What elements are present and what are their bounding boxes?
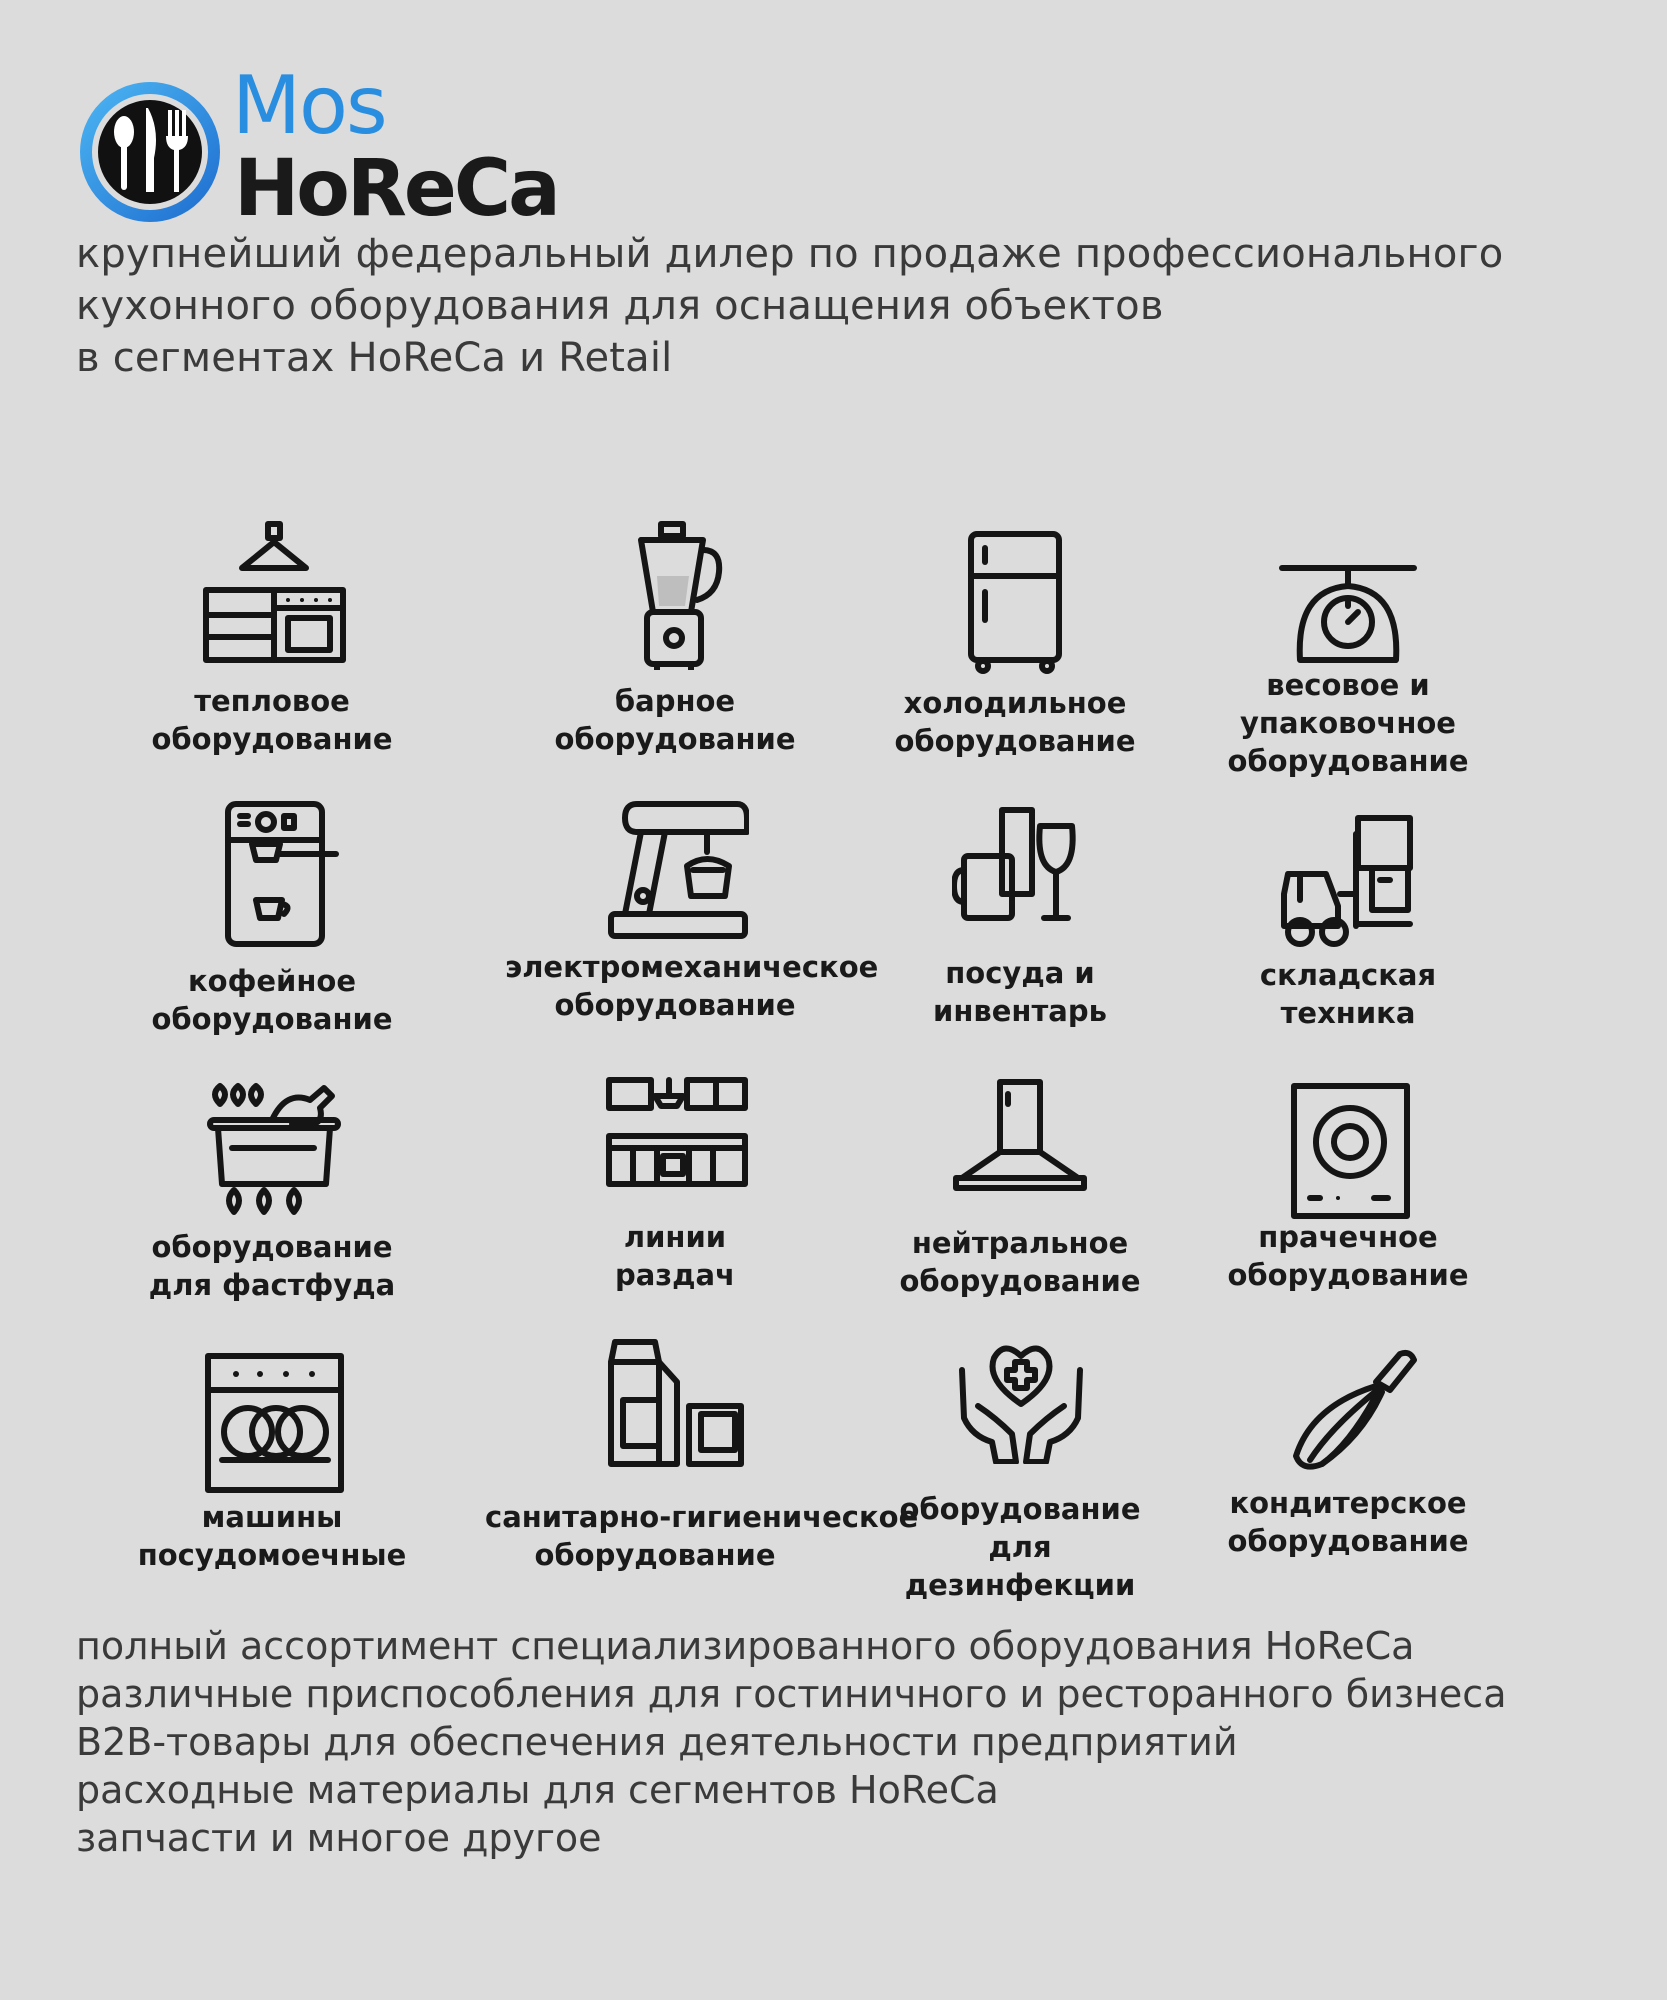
category-label: оборудование [554,722,796,756]
category-weighing[interactable] [1178,560,1518,790]
forklift-icon [1278,814,1418,954]
category-label: оборудование [899,1264,1141,1298]
category-label: дезинфекции [904,1568,1136,1602]
coffee-machine-icon [222,800,342,950]
hands-heart-icon [956,1334,1086,1464]
refrigerator-icon [965,530,1065,680]
category-refrigeration[interactable] [845,520,1185,760]
category-label: нейтральное [911,1226,1129,1260]
category-label: санитарно-гигиеническое [485,1500,919,1534]
category-label: складская [1259,958,1437,992]
category-label: прачечное [1258,1220,1438,1254]
category-label: электромеханическое [505,950,879,984]
category-electromechanical[interactable] [505,800,879,1040]
tagline-line: кухонного оборудования для оснащения объектов [76,283,1164,329]
category-label: оборудование [534,1538,776,1572]
category-label: барное [614,684,736,718]
category-label: машины [201,1500,343,1534]
category-disinfection[interactable] [850,1334,1190,1614]
category-label: холодильное [903,686,1127,720]
category-laundry[interactable] [1178,1082,1518,1312]
category-label: раздач [614,1258,736,1292]
category-thermal[interactable] [102,520,442,760]
category-neutral[interactable] [850,1078,1190,1318]
tagline-line: крупнейший федеральный дилер по продаже профессионального [76,231,1504,277]
scale-icon [1278,560,1418,670]
logo-text-horeca: HoReCa [234,144,558,234]
category-label: линии [623,1220,727,1254]
category-label: оборудование [894,724,1136,758]
list-item: B2B-товары для обеспечения деятельности предприятий [76,1720,1238,1764]
tagline [76,228,1656,384]
category-label: для фастфуда [148,1268,396,1302]
offer-list [76,1622,1656,1862]
serving-line-icon [605,1076,750,1191]
category-label: оборудование [1227,744,1469,778]
category-label: оборудование [899,1492,1141,1526]
category-label: оборудование [151,1230,393,1264]
category-tableware[interactable] [850,806,1190,1046]
category-serving-lines[interactable] [505,1076,845,1316]
category-label: оборудование [554,988,796,1022]
category-label: оборудование [1227,1258,1469,1292]
stand-mixer-icon [607,800,749,940]
category-label: упаковочное [1240,706,1456,740]
category-confectionery[interactable] [1178,1346,1518,1586]
logo-cutlery-icon [78,80,223,225]
category-fastfood[interactable] [102,1080,442,1320]
mug-glass-icon [952,806,1082,926]
category-dishwashers[interactable] [102,1352,442,1592]
tagline-line: в сегментах HoReCa и Retail [76,335,673,381]
category-label: посуда и [945,956,1095,990]
category-label: для [988,1530,1052,1564]
category-label: кондитерское [1229,1486,1467,1520]
whisk-icon [1282,1346,1422,1476]
category-label: техника [1280,996,1416,1030]
category-label: тепловое [194,684,350,718]
chimney-hood-icon [950,1078,1090,1193]
kitchen-range-hood-icon [202,520,347,670]
category-label: посудомоечные [137,1538,407,1572]
dishwasher-icon [202,1352,347,1497]
category-label: инвентарь [933,994,1107,1028]
category-coffee[interactable] [102,800,442,1040]
category-label: оборудование [151,1002,393,1036]
category-warehouse[interactable] [1178,814,1518,1044]
category-label: весовое и [1266,668,1430,702]
list-item: запчасти и многое другое [76,1816,602,1860]
cooking-pot-icon [202,1080,347,1220]
logo-text-mos: Mos [232,59,386,152]
list-item: расходные материалы для сегментов HoReCa [76,1768,999,1812]
washer-icon [1288,1082,1413,1222]
category-bar[interactable] [505,520,845,760]
category-label: оборудование [151,722,393,756]
list-item: полный ассортимент специализированного оборудования HoReCa [76,1624,1415,1668]
category-label: оборудование [1227,1524,1469,1558]
category-label: кофейное [188,964,356,998]
blender-icon [633,520,723,670]
detergent-icon [603,1338,748,1468]
category-sanitary[interactable] [485,1338,919,1578]
list-item: различные приспособления для гостиничного и ресторанного бизнеса [76,1672,1507,1716]
